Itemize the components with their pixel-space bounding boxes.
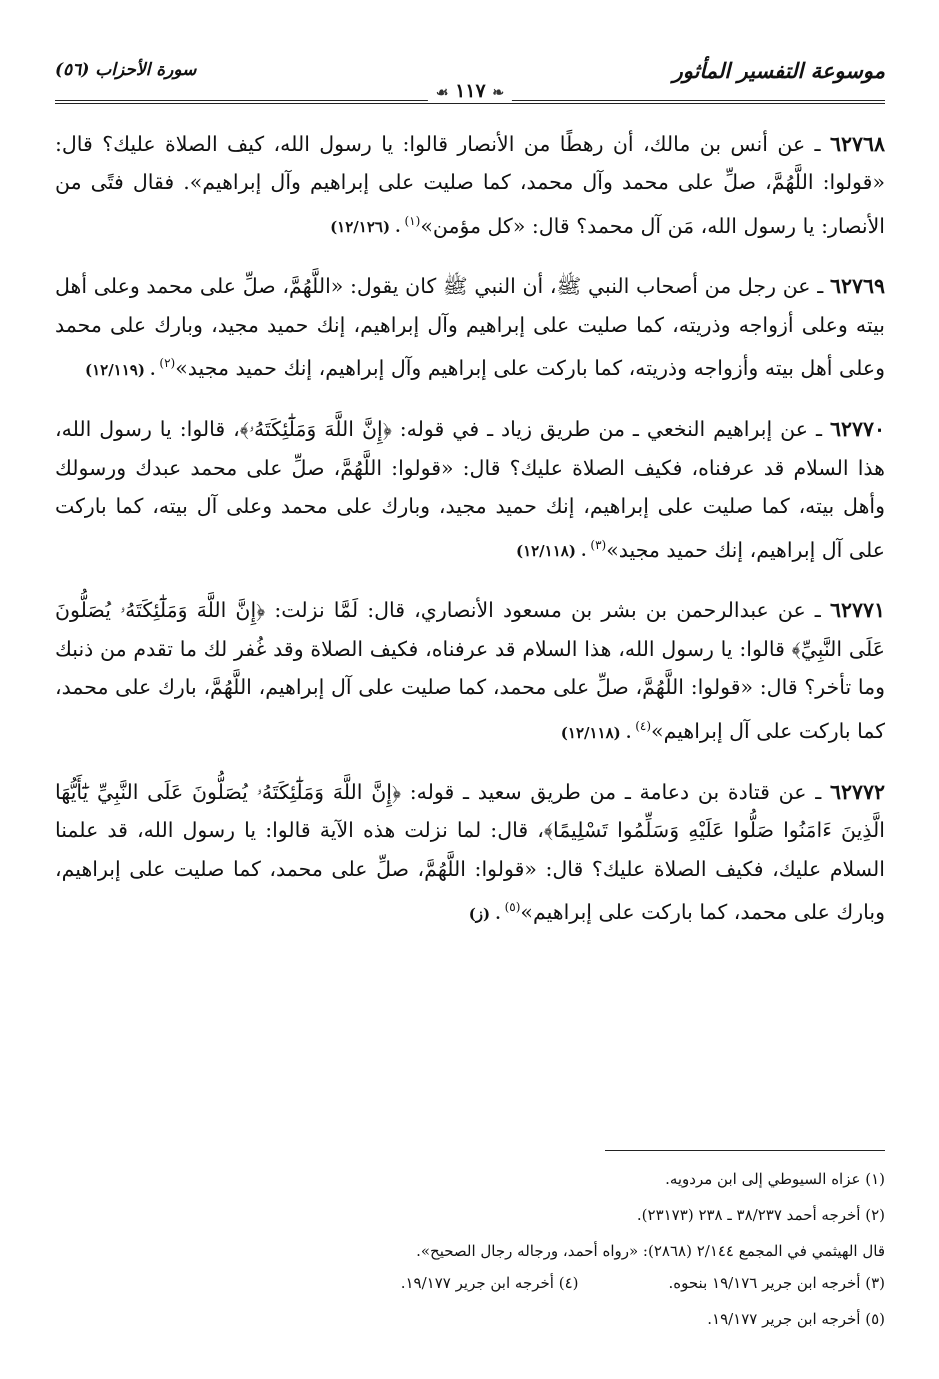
ornament-left-icon: ☙ [435, 85, 449, 101]
footnote-4: (٤) أخرجه ابن جرير ١٩/١٧٧. [400, 1274, 579, 1292]
entry-reference: . (١٢/١٢٦) [330, 218, 401, 237]
footnote-3: (٣) أخرجه ابن جرير ١٩/١٧٦ بنحوه. [668, 1274, 885, 1292]
entries-list [55, 125, 885, 934]
page-number-block [428, 80, 512, 102]
footnote-marker: (١) [404, 213, 421, 228]
entry-number: ٦٢٧٧٠ [829, 417, 885, 442]
entry-reference: . (١٢/١١٩) [84, 361, 156, 380]
surah-label: سورة الأحزاب (٥٦) [55, 60, 197, 80]
page-number: ١١٧ [455, 80, 486, 102]
entry-reference: . (١٢/١١٨) [515, 542, 587, 561]
entry-text: ـ عن إبراهيم النخعي ـ من طريق زياد ـ في قوله: ﴿إِنَّ اللَّهَ وَمَلَٰٓئِكَتَهُۥ﴾، قالوا: يا رسول الله، هذا السلام قد عرفناه، فكيف الصلاة عليك؟ قال: «قولوا: اللَّهُمَّ، صلِّ على محمد عبدك ورسولك وأهل بيته، كما صليت على إبراهيم، إنك حميد مجيد، وبارك على محمد وعلى آل بيته، كما باركت على آل إبراهيم، إنك حميد مجيد» [55, 417, 885, 562]
footnote-2: (٢) أخرجه أحمد ٣٨/٢٣٧ ـ ٢٣٨ (٢٣١٧٣). [636, 1206, 885, 1224]
footnote-1: (١) عزاه السيوطي إلى ابن مردويه. [665, 1170, 885, 1188]
footnote-marker: (٥) [504, 900, 521, 915]
entry-62770 [55, 410, 885, 571]
entry-62772 [55, 773, 885, 934]
entry-text: ـ عن رجل من أصحاب النبي ﷺ، أن النبي ﷺ كان يقول: «اللَّهُمَّ، صلِّ على محمد وعلى أهل بيته وعلى أزواجه وذريته، كما صليت على إبراهيم وآل إبراهيم، إنك حميد مجيد، وبارك على محمد وعلى أهل بيته وأزواجه وذريته، كما باركت على إبراهيم وآل إبراهيم، إنك حميد مجيد» [55, 274, 885, 381]
running-header [55, 58, 885, 102]
entry-text: ـ عن قتادة بن دعامة ـ من طريق سعيد ـ قوله: ﴿إِنَّ اللَّهَ وَمَلَٰٓئِكَتَهُۥ يُصَلُّونَ عَلَى النَّبِيِّ يَٰٓأَيُّهَا الَّذِينَ ءَامَنُوا صَلُّوا عَلَيْهِ وَسَلِّمُوا تَسْلِيمًا﴾، قال: لما نزلت هذه الآية قالوا: يا رسول الله، قد علمنا السلام عليك، فكيف الصلاة عليك؟ قال: «قولوا: اللَّهُمَّ، صلِّ على محمد، كما صليت على إبراهيم، وبارك على محمد، كما باركت على إبراهيم» [55, 779, 885, 925]
book-title: موسوعة التفسير المأثور [672, 58, 885, 83]
footnote-5: (٥) أخرجه ابن جرير ١٩/١٧٧. [707, 1310, 885, 1328]
footnote-2-note: قال الهيثمي في المجمع ٢/١٤٤ (٢٨٦٨): «رواه أحمد، ورجاله رجال الصحيح». [416, 1242, 885, 1260]
entry-62768 [55, 125, 885, 247]
ornament-right-icon: ❧ [492, 85, 505, 101]
page [55, 58, 885, 937]
entry-text: ـ عن عبدالرحمن بن بشر بن مسعود الأنصاري، قال: لَمَّا نزلت: ﴿إِنَّ اللَّهَ وَمَلَٰٓئِكَتَهُۥ يُصَلُّونَ عَلَى النَّبِيِّ﴾ قالوا: يا رسول الله، هذا السلام قد عرفناه، فكيف الصلاة وقد غُفر لك ما تقدم من ذنبك وما تأخر؟ قال: «قولوا: اللَّهُمَّ، صلِّ على محمد، كما صليت على آل إبراهيم، اللَّهُمَّ، بارك على محمد، كما باركت على آل إبراهيم» [55, 598, 885, 743]
entry-number: ٦٢٧٦٩ [829, 274, 885, 299]
entry-number: ٦٢٧٦٨ [829, 131, 885, 156]
entry-reference: . (١٢/١١٨) [560, 723, 632, 742]
entry-text: ـ عن أنس بن مالك، أن رهطًا من الأنصار قالوا: يا رسول الله، كيف الصلاة عليك؟ قال: «قولوا: اللَّهُمَّ، صلِّ على محمد وآل محمد، كما صليت على إبراهيم وآل إبراهيم». فقال فتًى من الأنصار: يا رسول الله، مَن آل محمد؟ قال: «كل مؤمن» [55, 131, 885, 238]
header-rule-thin [55, 103, 885, 104]
footnote-marker: (٣) [590, 537, 607, 552]
footnote-rule [605, 1150, 885, 1151]
footnote-marker: (٤) [635, 718, 652, 733]
entry-reference: . (ز) [468, 905, 501, 924]
footnote-row-3-4 [55, 1267, 885, 1299]
entry-number: ٦٢٧٧١ [829, 598, 885, 623]
entry-62771 [55, 591, 885, 752]
entry-number: ٦٢٧٧٢ [829, 779, 885, 804]
footnotes [55, 1150, 885, 1335]
entry-62769 [55, 267, 885, 389]
footnote-marker: (٢) [159, 356, 176, 371]
